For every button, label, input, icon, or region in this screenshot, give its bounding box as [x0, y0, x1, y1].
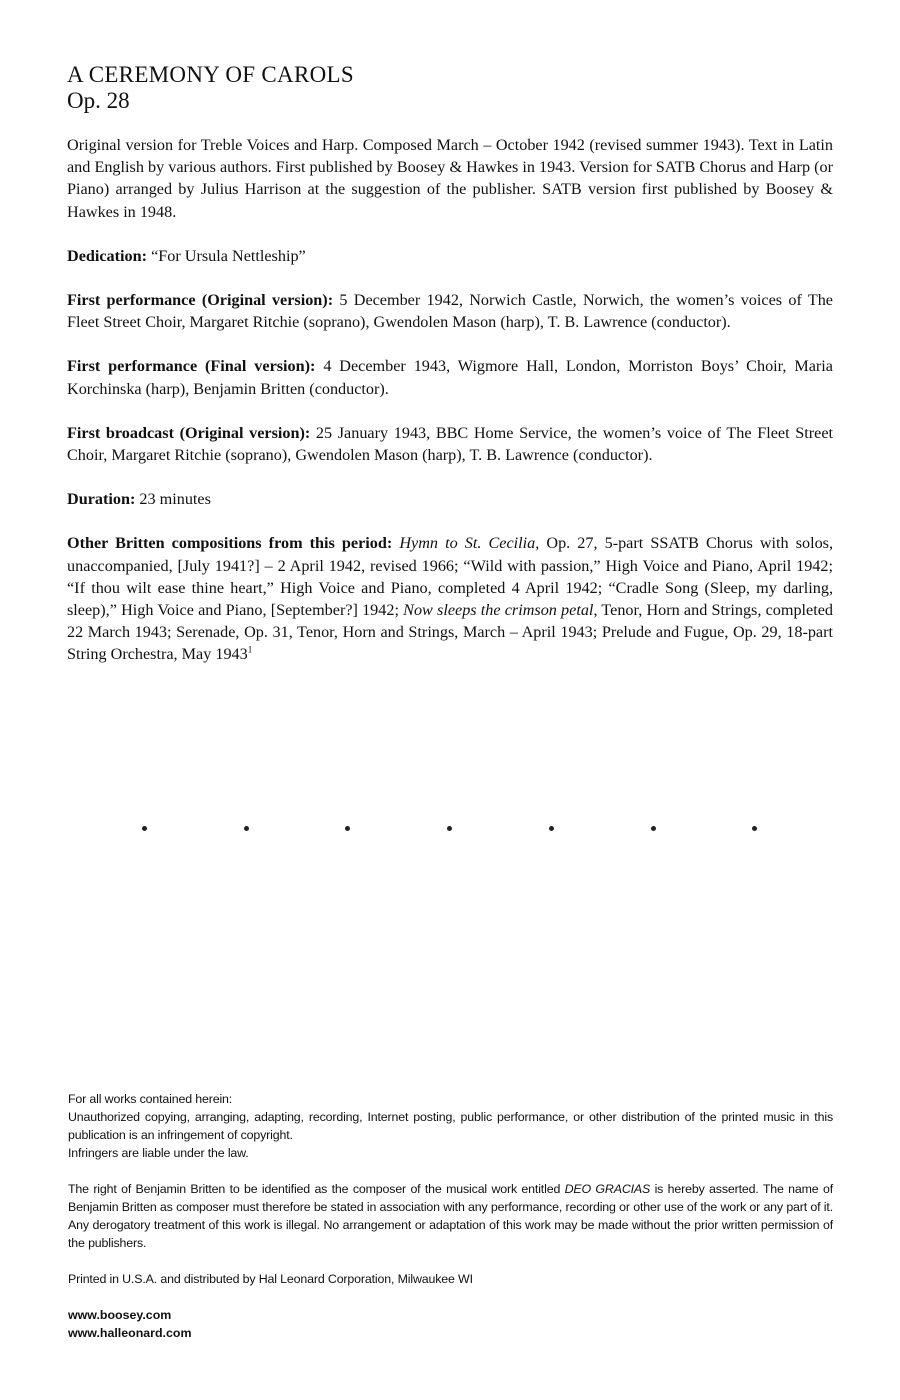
first-broadcast-text: 25 January 1943, BBC Home Service, the women’s voice of The Fleet Street Choir, Margaret Ritchie (soprano), Gwendolen Mason (harp), T. B. Lawrence (conductor). [67, 423, 833, 465]
moral-rights-text-2: is hereby asserted. The name of Benjamin Britten as composer must therefore be stated in association with any performance, recording or other use of the work or any part of it. Any derogatory treatment of this work is illegal. No arrangement or adaptation of this work may be made without the prior written permission of the publishers. [68, 1182, 834, 1250]
copyright-footer [68, 1090, 833, 1342]
other-compositions-text-1: , Op. 27, 5-part SSATB Chorus with solos, unaccompanied, [July 1941?] – 2 April 1942, revised 1966; “Wild with passion,” High Voice and Piano, April 1942; “If thou wilt ease thine heart,” High Voice and Piano, completed 4 April 1942; “Cradle Song (Sleep, my darling, sleep),” High Voice and Piano, [September?] 1942; [67, 534, 834, 620]
copyright-line: For all works contained herein: [68, 1092, 233, 1106]
separator-dot [345, 826, 350, 831]
first-broadcast-label: First broadcast (Original version): [67, 423, 311, 442]
dedication-label: Dedication: [67, 246, 148, 265]
moral-rights-text-1: The right of Benjamin Britten to be identified as the composer of the musical work entitled [68, 1182, 565, 1196]
duration-paragraph [67, 488, 833, 510]
separator-dot [142, 826, 147, 831]
dedication-paragraph [67, 245, 833, 267]
work-title-italic: DEO GRACIAS [564, 1182, 651, 1196]
opus-number: Op. 28 [67, 88, 130, 113]
intro-paragraph: Original version for Treble Voices and Harp. Composed March – October 1942 (revised summer 1943). Text in Latin and English by various authors. First published by Boosey & Hawkes in 1943. Version for SATB Chorus and Harp (or Piano) arranged by Julius Harrison at the suggestion of the publisher. SATB version first published by Boosey & Hawkes in 1948. [67, 136, 833, 221]
first-performance-final-text: 4 December 1943, Wigmore Hall, London, Morriston Boys’ Choir, Maria Korchinska (harp), Benjamin Britten (conductor). [67, 357, 833, 398]
first-broadcast [67, 422, 833, 466]
separator-dot [447, 826, 452, 831]
copyright-notice [68, 1090, 833, 1162]
website-link[interactable]: www.halleonard.com [68, 1326, 192, 1340]
copyright-line: Infringers are liable under the law. [68, 1146, 249, 1160]
program-notes [67, 62, 833, 688]
first-performance-original-label: First performance (Original version): [67, 291, 334, 310]
copyright-line: Unauthorized copying, arranging, adapting, recording, Internet posting, public performance, or other distribution of the printed music in this publication is an infringement of copyright. [68, 1110, 833, 1142]
first-performance-final-label: First performance (Final version): [67, 357, 316, 376]
website-link[interactable]: www.boosey.com [68, 1308, 172, 1322]
footnote-mark: 1 [247, 645, 253, 656]
other-compositions [67, 532, 833, 665]
first-performance-final [67, 355, 833, 399]
moral-rights-notice [68, 1180, 833, 1252]
first-performance-original-text: 5 December 1942, Norwich Castle, Norwich, the women’s voices of The Fleet Street Choir, Margaret Ritchie (soprano), Gwendolen Mason (harp), T. B. Lawrence (conductor). [67, 291, 833, 332]
separator-dot [244, 826, 249, 831]
first-performance-original [67, 289, 833, 333]
now-sleeps-title: Now sleeps the crimson petal [403, 601, 594, 620]
hymn-title: Hymn to St. Cecilia [399, 534, 536, 553]
duration-text: 23 minutes [135, 490, 211, 509]
printed-notice: Printed in U.S.A. and distributed by Hal Leonard Corporation, Milwaukee WI [68, 1272, 473, 1286]
work-title: A CEREMONY OF CAROLS [67, 62, 354, 87]
separator-dots [0, 826, 900, 836]
dedication-text: “For Ursula Nettleship” [147, 246, 306, 265]
other-compositions-text-2: , Tenor, Horn and Strings, completed 22 March 1943; Serenade, Op. 31, Tenor, Horn and Strings, March – April 1943; Prelude and Fugue, Op. 29, 18-part String Orchestra, May 1943 [67, 601, 833, 664]
other-compositions-label: Other Britten compositions from this period: [67, 534, 393, 553]
separator-dot [549, 826, 554, 831]
duration-label: Duration: [67, 490, 136, 509]
separator-dot [651, 826, 656, 831]
separator-dot [752, 826, 757, 831]
